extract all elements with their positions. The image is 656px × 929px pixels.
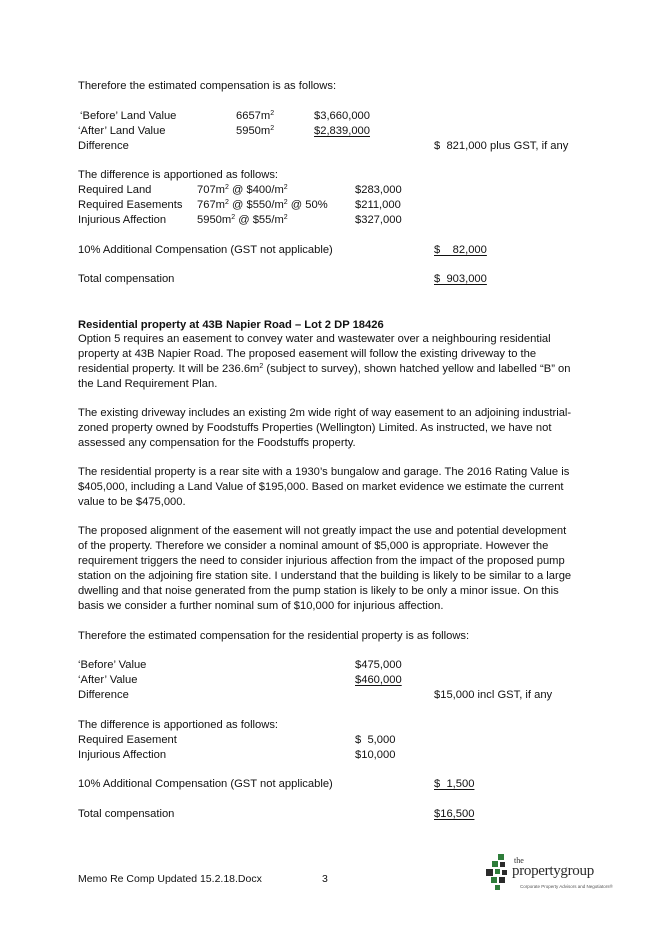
required-easements-calc: $767m^2$ @ $\$550/m^2$ @ 50% [197, 199, 328, 211]
before-land-label: ‘Before’ Land Value [80, 110, 177, 122]
logo-mark-icon [482, 852, 516, 892]
before-land-area: $6657m^2$ [236, 110, 275, 122]
res-injurious-value: $10,000 [355, 749, 396, 761]
section-heading: Residential property at 43B Napier Road – Lot 2 DP 18426 [78, 319, 384, 331]
res-total-value: $16,500 [434, 808, 475, 820]
required-easements-label: Required Easements [78, 199, 183, 211]
required-land-label: Required Land [78, 184, 152, 196]
footer-doc-name: Memo Re Comp Updated 15.2.18.Docx [78, 873, 262, 885]
after-land-area: $5950m^2$ [236, 125, 275, 137]
res-easement-label: Required Easement [78, 734, 177, 746]
paragraph-residential: The residential property is a rear site with a 1930’s bungalow and garage. The 2016 Rating Value is $405,000, including a Land Value of $195,000. Based on market evidence we estimate the current value to be $475,000. [78, 466, 570, 508]
additional-comp-label: 10% Additional Compensation (GST not applicable) [78, 244, 333, 256]
total-comp-value: $ 903,000 [434, 273, 487, 285]
before-land-value: $3,660,000 [314, 110, 370, 122]
injurious-affection-calc: $5950m^2$ @ $\$55/m^2$ [197, 214, 288, 226]
res-before-value: $475,000 [355, 659, 402, 671]
paragraph-easement: Option 5 requires an easement to convey water and wastewater over a neighbouring residential property at 43B Napier Road. The proposed easement will follow the existing driveway to the residential property. It will be $236.6m^2$ (subject to survey), shown hatched yellow and labelled “B” on the Land Requirement Plan. [78, 333, 571, 390]
res-apportion-heading: The difference is apportioned as follows: [78, 719, 279, 731]
logo-the: the [514, 856, 524, 865]
apportion-heading: The difference is apportioned as follows: [78, 169, 279, 181]
paragraph-driveway: The existing driveway includes an existing 2m wide right of way easement to an adjoining industrial-zoned property owned by Foodstuffs Properties (Wellington) Limited. As instructed, we have not assessed any compensation for the Foodstuffs property. [78, 407, 572, 449]
difference-label: Difference [78, 140, 129, 152]
res-after-label: ‘After’ Value [78, 674, 138, 686]
res-injurious-label: Injurious Affection [78, 749, 167, 761]
required-easements-value: $211,000 [355, 199, 401, 211]
after-land-label: ‘After’ Land Value [78, 125, 166, 137]
res-additional-value: $ 1,500 [434, 778, 475, 790]
res-easement-value: $ 5,000 [355, 734, 396, 746]
residential-intro: Therefore the estimated compensation for the residential property is as follows: [78, 630, 470, 642]
res-additional-label: 10% Additional Compensation (GST not applicable) [78, 778, 333, 790]
res-before-label: ‘Before’ Value [78, 659, 147, 671]
intro-text: Therefore the estimated compensation is as follows: [78, 80, 337, 92]
additional-comp-value: $ 82,000 [434, 244, 487, 256]
paragraph-alignment: The proposed alignment of the easement will not greatly impact the use and potential development of the property. Therefore we consider a nominal amount of $5,000 is appropriate. However the requirement triggers the need to consider injurious affection from the impact of the proposed pump station on the adjoining fire station site. I understand that the building is likely to be similar to a large dwelling and that noise generated from the pump station is likely to be only a minor issue. On this basis we consider a further nominal sum of $10,000 for injurious affection. [78, 525, 572, 612]
required-land-value: $283,000 [355, 184, 402, 196]
required-land-calc: $707m^2$ @ $\$400/m^2$ [197, 184, 288, 196]
res-total-label: Total compensation [78, 808, 175, 820]
logo-tagline: Corporate Property Advisors and Negotiators® [520, 884, 613, 889]
logo-name: propertygroup [512, 863, 594, 879]
footer-page-number: 3 [322, 873, 328, 885]
after-land-value: $2,839,000 [314, 125, 370, 137]
res-diff-value: $15,000 incl GST, if any [434, 689, 553, 701]
res-after-value: $460,000 [355, 674, 402, 686]
difference-value: $ 821,000 plus GST, if any [434, 140, 569, 152]
company-logo [482, 848, 622, 898]
total-comp-label: Total compensation [78, 273, 175, 285]
injurious-affection-label: Injurious Affection [78, 214, 167, 226]
res-diff-label: Difference [78, 689, 129, 701]
injurious-affection-value: $327,000 [355, 214, 402, 226]
